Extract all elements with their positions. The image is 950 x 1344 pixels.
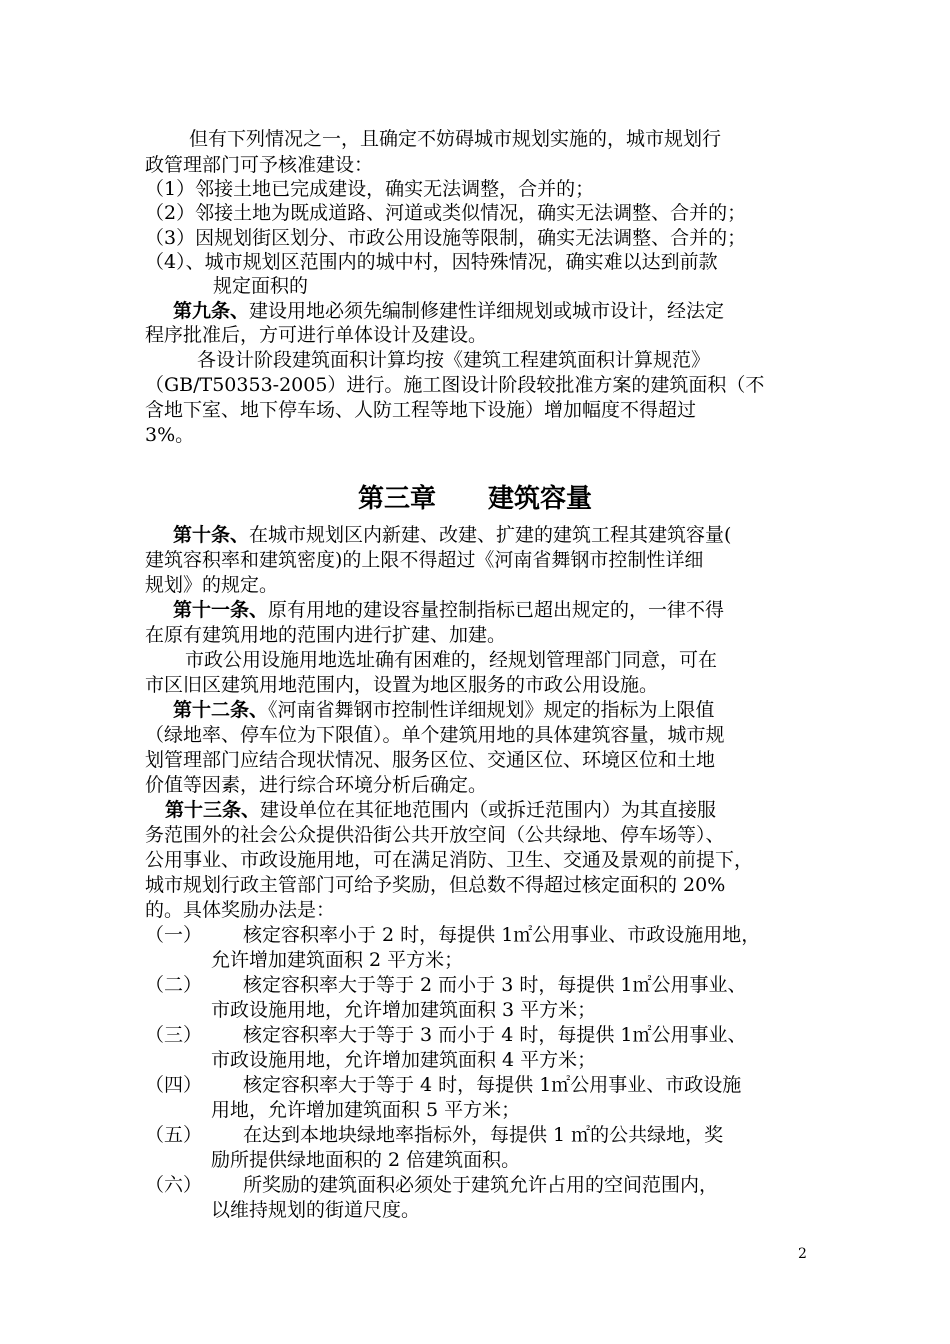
reward-text: 以维持规划的街道尺度。 [211, 1199, 421, 1221]
article-12-text: 《河南省舞钢市控制性详细规划》规定的指标为上限值 [268, 699, 715, 721]
page-number: 2 [798, 1246, 807, 1262]
reward-number: （四） [145, 1074, 203, 1096]
list-item-continuation: 规定面积的 [213, 275, 309, 297]
reward-number: （六） [145, 1174, 203, 1196]
paragraph-line: 建筑容积率和建筑密度)的上限不得超过《河南省舞钢市控制性详细 [145, 549, 704, 571]
reward-text: 所奖励的建筑面积必须处于建筑允许占用的空间范围内， [243, 1174, 719, 1196]
paragraph-line: 规划》的规定。 [145, 574, 279, 596]
paragraph-line: 城市规划行政主管部门可给予奖励，但总数不得超过核定面积的 20% [145, 874, 726, 896]
paragraph-line: 程序批准后，方可进行单体设计及建设。 [145, 324, 488, 346]
reward-text: 在达到本地块绿地率指标外，每提供 1 ㎡的公共绿地，奖 [243, 1124, 724, 1146]
reward-text: 励所提供绿地面积的 2 倍建筑面积。 [211, 1149, 521, 1171]
paragraph-line: （GB/T50353-2005）进行。施工图设计阶段较批准方案的建筑面积（不 [145, 374, 765, 396]
list-item: （4）、城市规划区范围内的城中村，因特殊情况，确实难以达到前款 [145, 251, 718, 273]
reward-text: 用地，允许增加建筑面积 5 平方米； [211, 1099, 521, 1121]
paragraph-line: 在原有建筑用地的范围内进行扩建、加建。 [145, 624, 507, 646]
reward-number: （一） [145, 924, 203, 946]
article-12-line [173, 698, 715, 722]
list-item: （3）因规划街区划分、市政公用设施等限制，确实无法调整、合并的； [145, 227, 747, 249]
paragraph-line: 市区旧区建筑用地范围内，设置为地区服务的市政公用设施。 [145, 674, 659, 696]
reward-text: 核定容积率大于等于 4 时，每提供 1㎡公用事业、市政设施 [243, 1074, 742, 1096]
reward-text: 市政设施用地，允许增加建筑面积 4 平方米； [211, 1049, 597, 1071]
article-11-title: 第十一条、 [173, 599, 269, 621]
article-9-title: 第九条、 [173, 300, 250, 322]
paragraph-line: 3%。 [145, 424, 195, 446]
article-11-line [173, 598, 724, 622]
list-item: （2）邻接土地为既成道路、河道或类似情况，确实无法调整、合并的； [145, 202, 747, 224]
paragraph-line: 务范围外的社会公众提供沿街公共开放空间（公共绿地、停车场等）、 [145, 824, 725, 846]
reward-text: 核定容积率大于等于 3 而小于 4 时，每提供 1㎡公用事业、 [243, 1024, 747, 1046]
article-10-title: 第十条、 [173, 524, 250, 546]
reward-number: （三） [145, 1024, 203, 1046]
article-13-title: 第十三条、 [165, 799, 261, 821]
article-9-line [173, 299, 724, 323]
paragraph-line: 含地下室、地下停车场、人防工程等地下设施）增加幅度不得超过 [145, 399, 697, 421]
reward-text: 核定容积率小于 2 时，每提供 1㎡公用事业、市政设施用地， [243, 924, 761, 946]
paragraph-line: 的。具体奖励办法是： [145, 899, 336, 921]
article-12-title: 第十二条、 [173, 699, 269, 721]
article-13-line [165, 798, 716, 822]
paragraph-line: 市政公用设施用地选址确有困难的，经规划管理部门同意，可在 [185, 649, 718, 671]
reward-number: （五） [145, 1124, 203, 1146]
paragraph-line: 划管理部门应结合现状情况、服务区位、交通区位、环境区位和土地 [145, 749, 716, 771]
chapter-title: 第三章 建筑容量 [357, 484, 592, 514]
paragraph-line: （绿地率、停车位为下限值）。单个建筑用地的具体建筑容量，城市规 [145, 724, 725, 746]
paragraph-line: 价值等因素，进行综合环境分析后确定。 [145, 774, 488, 796]
article-10-text: 在城市规划区内新建、改建、扩建的建筑工程其建筑容量( [249, 524, 732, 546]
paragraph-line: 政管理部门可予核准建设： [145, 154, 374, 176]
reward-number: （二） [145, 974, 203, 996]
reward-text: 市政设施用地，允许增加建筑面积 3 平方米； [211, 999, 597, 1021]
article-10-line [173, 523, 731, 547]
paragraph-line: 各设计阶段建筑面积计算均按《建筑工程建筑面积计算规范》 [197, 349, 711, 371]
article-13-text: 建设单位在其征地范围内（或拆迁范围内）为其直接服 [260, 799, 717, 821]
article-11-text: 原有用地的建设容量控制指标已超出规定的，一律不得 [268, 599, 725, 621]
reward-text: 核定容积率大于等于 2 而小于 3 时，每提供 1㎡公用事业、 [243, 974, 747, 996]
article-9-text: 建设用地必须先编制修建性详细规划或城市设计，经法定 [249, 300, 725, 322]
paragraph-line: 公用事业、市政设施用地，可在满足消防、卫生、交通及景观的前提下， [145, 849, 754, 871]
list-item: （1）邻接土地已完成建设，确实无法调整，合并的； [145, 178, 595, 200]
paragraph-line: 但有下列情况之一，且确定不妨碍城市规划实施的，城市规划行 [189, 128, 722, 150]
reward-text: 允许增加建筑面积 2 平方米； [211, 949, 464, 971]
